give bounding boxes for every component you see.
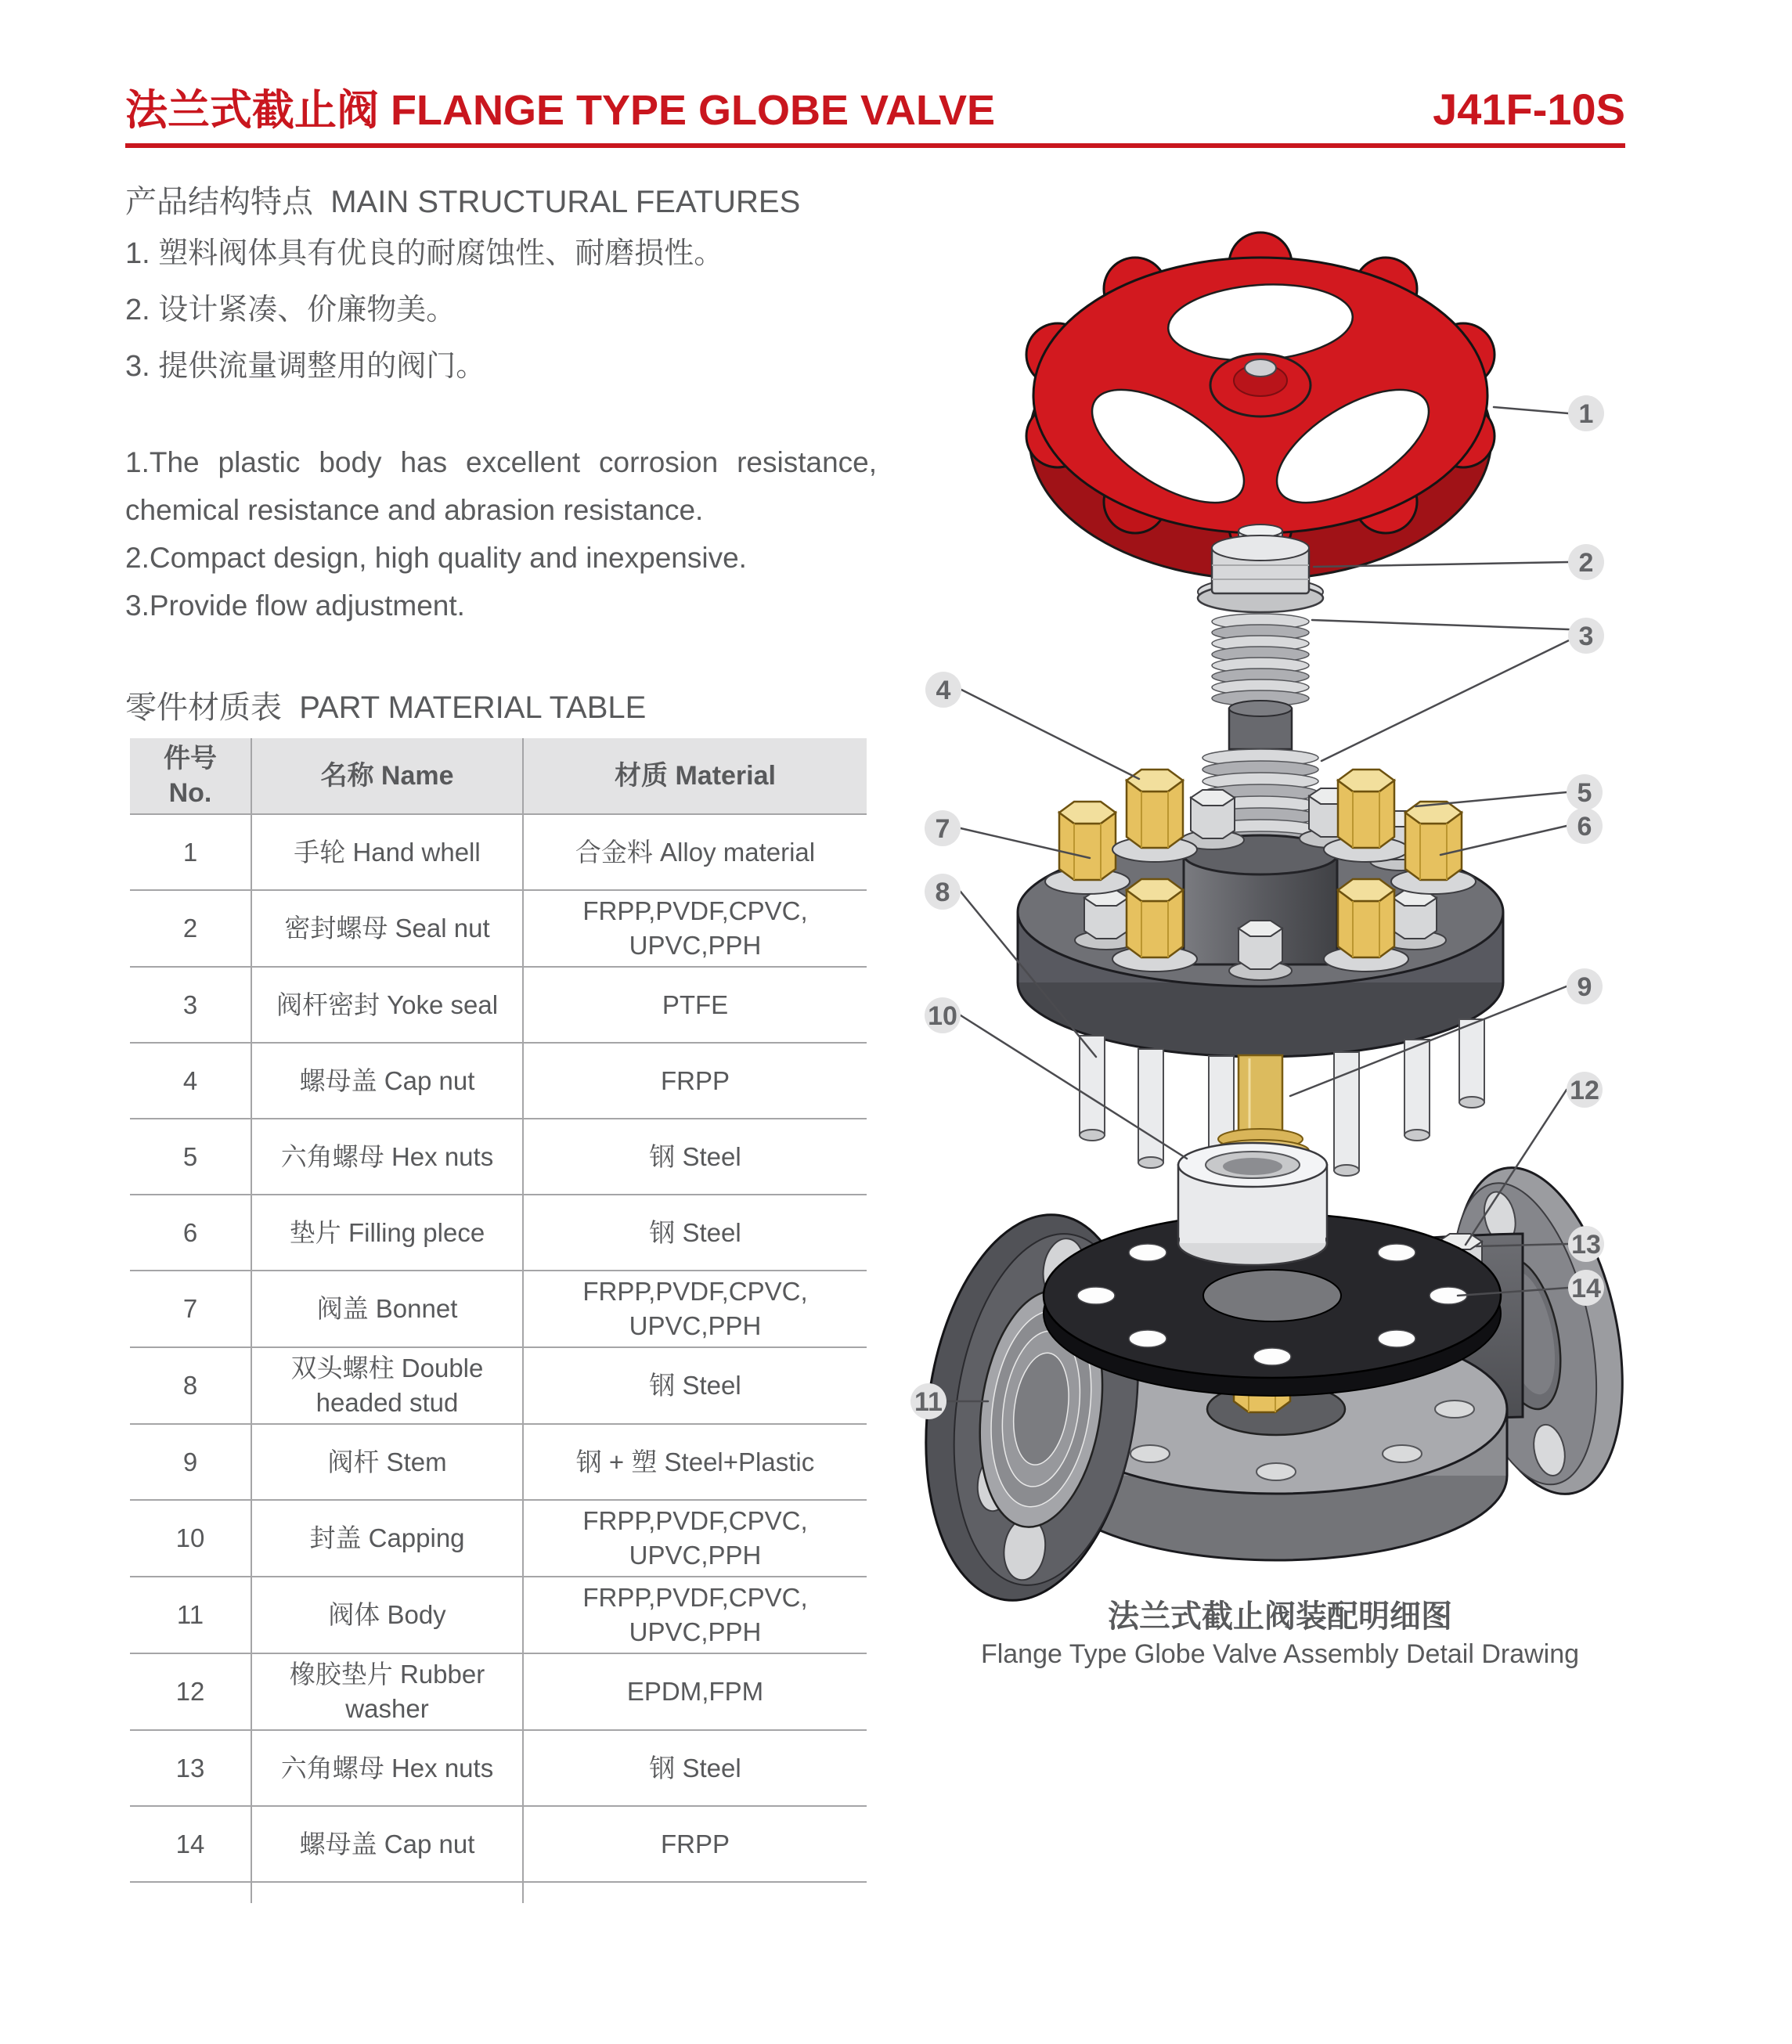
col-header-name: 名称 Name xyxy=(252,738,524,815)
cell-no: 7 xyxy=(130,1271,252,1348)
cell-material: 钢 Steel xyxy=(524,1348,867,1425)
cell-material: 钢 Steel xyxy=(524,1731,867,1807)
cell-name: 螺母盖 Cap nut xyxy=(252,1807,524,1883)
cell-no: 14 xyxy=(130,1807,252,1883)
cell-no: 9 xyxy=(130,1425,252,1501)
feature-en-line: chemical resistance and abrasion resistance. xyxy=(125,494,704,526)
cell-name: 阀盖 Bonnet xyxy=(252,1271,524,1348)
feature-zh-item: 3. 提供流量调整用的阀门。 xyxy=(125,350,486,383)
feature-zh-item: 2. 设计紧凑、价廉物美。 xyxy=(125,294,456,326)
svg-text:11: 11 xyxy=(914,1387,943,1417)
cell-no: 4 xyxy=(130,1044,252,1119)
svg-text:13: 13 xyxy=(1571,1230,1601,1260)
callout-6 xyxy=(1440,808,1603,855)
cell-material: 钢 Steel xyxy=(524,1119,867,1195)
features-heading: 产品结构特点 MAIN STRUCTURAL FEATURES xyxy=(125,185,801,219)
cell-material: FRPP,PVDF,CPVC, UPVC,PPH xyxy=(524,1271,867,1348)
caption-zh: 法兰式截止阀装配明细图 xyxy=(1108,1599,1452,1634)
cell-material: FRPP xyxy=(524,1044,867,1119)
feature-en-line: 2.Compact design, high quality and inexpensive. xyxy=(125,542,747,574)
callout-3 xyxy=(1312,618,1604,761)
callout-1 xyxy=(1494,395,1604,431)
cell-name: 六角螺母 Hex nuts xyxy=(252,1731,524,1807)
cell-no: 10 xyxy=(130,1501,252,1577)
cell-material: 钢 + 塑 Steel+Plastic xyxy=(524,1425,867,1501)
svg-text:7: 7 xyxy=(935,814,950,844)
cell-name: 双头螺柱 Double headed stud xyxy=(252,1348,524,1425)
svg-text:14: 14 xyxy=(1571,1274,1601,1303)
page-title: 法兰式截止阀 FLANGE TYPE GLOBE VALVE xyxy=(125,87,996,134)
cell-no: 13 xyxy=(130,1731,252,1807)
cell-no: 11 xyxy=(130,1577,252,1654)
cell-name: 螺母盖 Cap nut xyxy=(252,1044,524,1119)
cell-material: 合金料 Alloy material xyxy=(524,815,867,891)
svg-text:5: 5 xyxy=(1577,778,1592,808)
capping xyxy=(1178,1143,1327,1265)
cell-material: 钢 Steel xyxy=(524,1195,867,1271)
cell-material: FRPP xyxy=(524,1807,867,1883)
feature-en-line: 1.The plastic body has excellent corrosion resistance, xyxy=(125,446,877,478)
feature-en-line: 3.Provide flow adjustment. xyxy=(125,589,465,622)
cell-name: 六角螺母 Hex nuts xyxy=(252,1119,524,1195)
model-code: J41F-10S xyxy=(1433,85,1625,134)
cell-no: 6 xyxy=(130,1195,252,1271)
svg-text:8: 8 xyxy=(935,878,950,907)
cell-no: 12 xyxy=(130,1654,252,1731)
cell-material: FRPP,PVDF,CPVC, UPVC,PPH xyxy=(524,1501,867,1577)
svg-text:3: 3 xyxy=(1578,622,1594,651)
cell-material: EPDM,FPM xyxy=(524,1654,867,1731)
caption-en: Flange Type Globe Valve Assembly Detail Drawing xyxy=(980,1639,1580,1669)
svg-text:9: 9 xyxy=(1577,972,1592,1002)
table-heading: 零件材质表 PART MATERIAL TABLE xyxy=(125,690,647,725)
cell-name: 阀体 Body xyxy=(252,1577,524,1654)
cell-material: FRPP,PVDF,CPVC, UPVC,PPH xyxy=(524,1577,867,1654)
cell-name: 垫片 Filling plece xyxy=(252,1195,524,1271)
cell-no: 8 xyxy=(130,1348,252,1425)
col-header-no: 件号 No. xyxy=(130,738,252,815)
svg-text:12: 12 xyxy=(1570,1076,1599,1105)
cell-name: 封盖 Capping xyxy=(252,1501,524,1577)
svg-text:4: 4 xyxy=(936,676,951,705)
diagram-caption xyxy=(932,1597,1628,1672)
svg-text:6: 6 xyxy=(1577,812,1592,842)
cell-material: FRPP,PVDF,CPVC, UPVC,PPH xyxy=(524,891,867,968)
cell-no: 5 xyxy=(130,1119,252,1195)
cell-name: 橡胶垫片 Rubber washer xyxy=(252,1654,524,1731)
cell-name: 阀杆 Stem xyxy=(252,1425,524,1501)
cell-no: 1 xyxy=(130,815,252,891)
cell-no: 3 xyxy=(130,968,252,1044)
cell-name: 手轮 Hand whell xyxy=(252,815,524,891)
cell-material: PTFE xyxy=(524,968,867,1044)
cell-name: 密封螺母 Seal nut xyxy=(252,891,524,968)
feature-zh-item: 1. 塑料阀体具有优良的耐腐蚀性、耐磨损性。 xyxy=(125,237,724,270)
svg-text:2: 2 xyxy=(1578,548,1594,578)
svg-text:1: 1 xyxy=(1578,399,1594,429)
cell-no: 2 xyxy=(130,891,252,968)
callout-4 xyxy=(925,672,1139,779)
cell-name: 阀杆密封 Yoke seal xyxy=(252,968,524,1044)
svg-text:10: 10 xyxy=(928,1001,957,1031)
col-header-material: 材质 Material xyxy=(524,738,867,815)
